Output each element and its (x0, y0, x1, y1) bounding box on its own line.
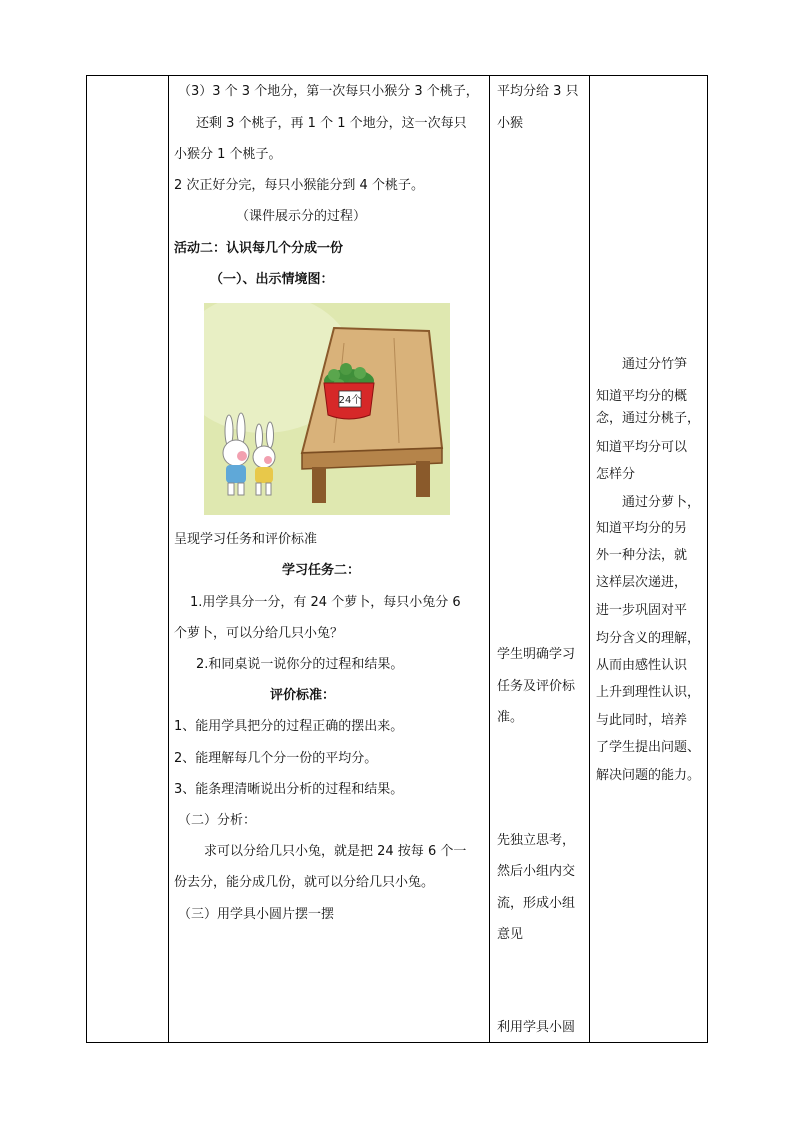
student-text: 利用学具小圆 (497, 1020, 576, 1035)
intent-text: 均分含义的理解， (596, 631, 701, 646)
column-divider-4 (707, 75, 708, 1043)
student-text: 学生明确学习 (497, 647, 576, 662)
content-line: 呈现学习任务和评价标准 (174, 532, 318, 547)
section-heading: （二）分析： (178, 813, 257, 828)
activity-heading: 活动二：认识每几个分成一份 (174, 241, 344, 256)
student-text: 小猴 (497, 116, 524, 131)
content-line: 还剩 3 个桃子，再 1 个 1 个地分，这一次每只 (196, 116, 467, 131)
column-divider-1 (168, 75, 169, 1043)
column-divider-3 (589, 75, 590, 1043)
basket-label: 24个 (338, 395, 362, 406)
student-text: 平均分给 3 只 (497, 84, 579, 99)
intent-text: 外一种分法，就 (596, 548, 688, 563)
rabbits-table-picture (204, 303, 450, 515)
content-line: 2 次正好分完，每只小猴能分到 4 个桃子。 (174, 178, 424, 193)
intent-text: 通过分竹笋 (622, 357, 688, 372)
student-text: 意见 (497, 927, 524, 942)
intent-text: 进一步巩固对平 (596, 603, 688, 618)
content-line: 小猴分 1 个桃子。 (174, 147, 282, 162)
content-line: （课件展示分的过程） (236, 209, 367, 224)
content-line: （3）3 个 3 个地分，第一次每只小猴分 3 个桃子， (178, 84, 479, 99)
intent-text: 上升到理性认识， (596, 685, 701, 700)
student-text: 然后小组内交 (497, 864, 576, 879)
intent-text: 与此同时，培养 (596, 713, 688, 728)
intent-text: 通过分萝卜， (622, 495, 701, 510)
intent-text: 从而由感性认识 (596, 658, 688, 673)
content-line: 个萝卜，可以分给几只小兔？ (174, 626, 344, 641)
column-divider-2 (489, 75, 490, 1043)
intent-text: 解决问题的能力。 (596, 768, 701, 783)
content-line: 1.用学具分一分，有 24 个萝卜，每只小兔分 6 (190, 595, 461, 610)
section-heading: （三）用学具小圆片摆一摆 (178, 907, 335, 922)
intent-text: 这样层次递进， (596, 575, 688, 590)
scene-heading: （一）、出示情境图： (210, 272, 334, 287)
student-text: 先独立思考， (497, 833, 576, 848)
intent-text: 知道平均分可以 (596, 440, 688, 455)
intent-text: 怎样分 (596, 467, 636, 482)
eval-heading: 评价标准： (270, 688, 336, 703)
content-line: 求可以分给几只小兔，就是把 24 按每 6 个一 (204, 844, 467, 859)
content-line: 3、能条理清晰说出分析的过程和结果。 (174, 782, 404, 797)
intent-text: 知道平均分的另 (596, 521, 688, 536)
student-text: 任务及评价标 (497, 679, 576, 694)
student-text: 流，形成小组 (497, 896, 576, 911)
intent-text: 念，通过分桃子， (596, 411, 701, 426)
scene-illustration (204, 303, 450, 515)
content-line: 2.和同桌说一说你分的过程和结果。 (196, 657, 404, 672)
intent-text: 知道平均分的概 (596, 389, 688, 404)
content-line: 份去分，能分成几份，就可以分给几只小兔。 (174, 875, 435, 890)
content-line: 2、能理解每几个分一份的平均分。 (174, 751, 378, 766)
intent-text: 了学生提出问题、 (596, 740, 701, 755)
content-line: 1、能用学具把分的过程正确的摆出来。 (174, 719, 404, 734)
task-heading: 学习任务二： (282, 563, 361, 578)
student-text: 准。 (497, 710, 524, 725)
